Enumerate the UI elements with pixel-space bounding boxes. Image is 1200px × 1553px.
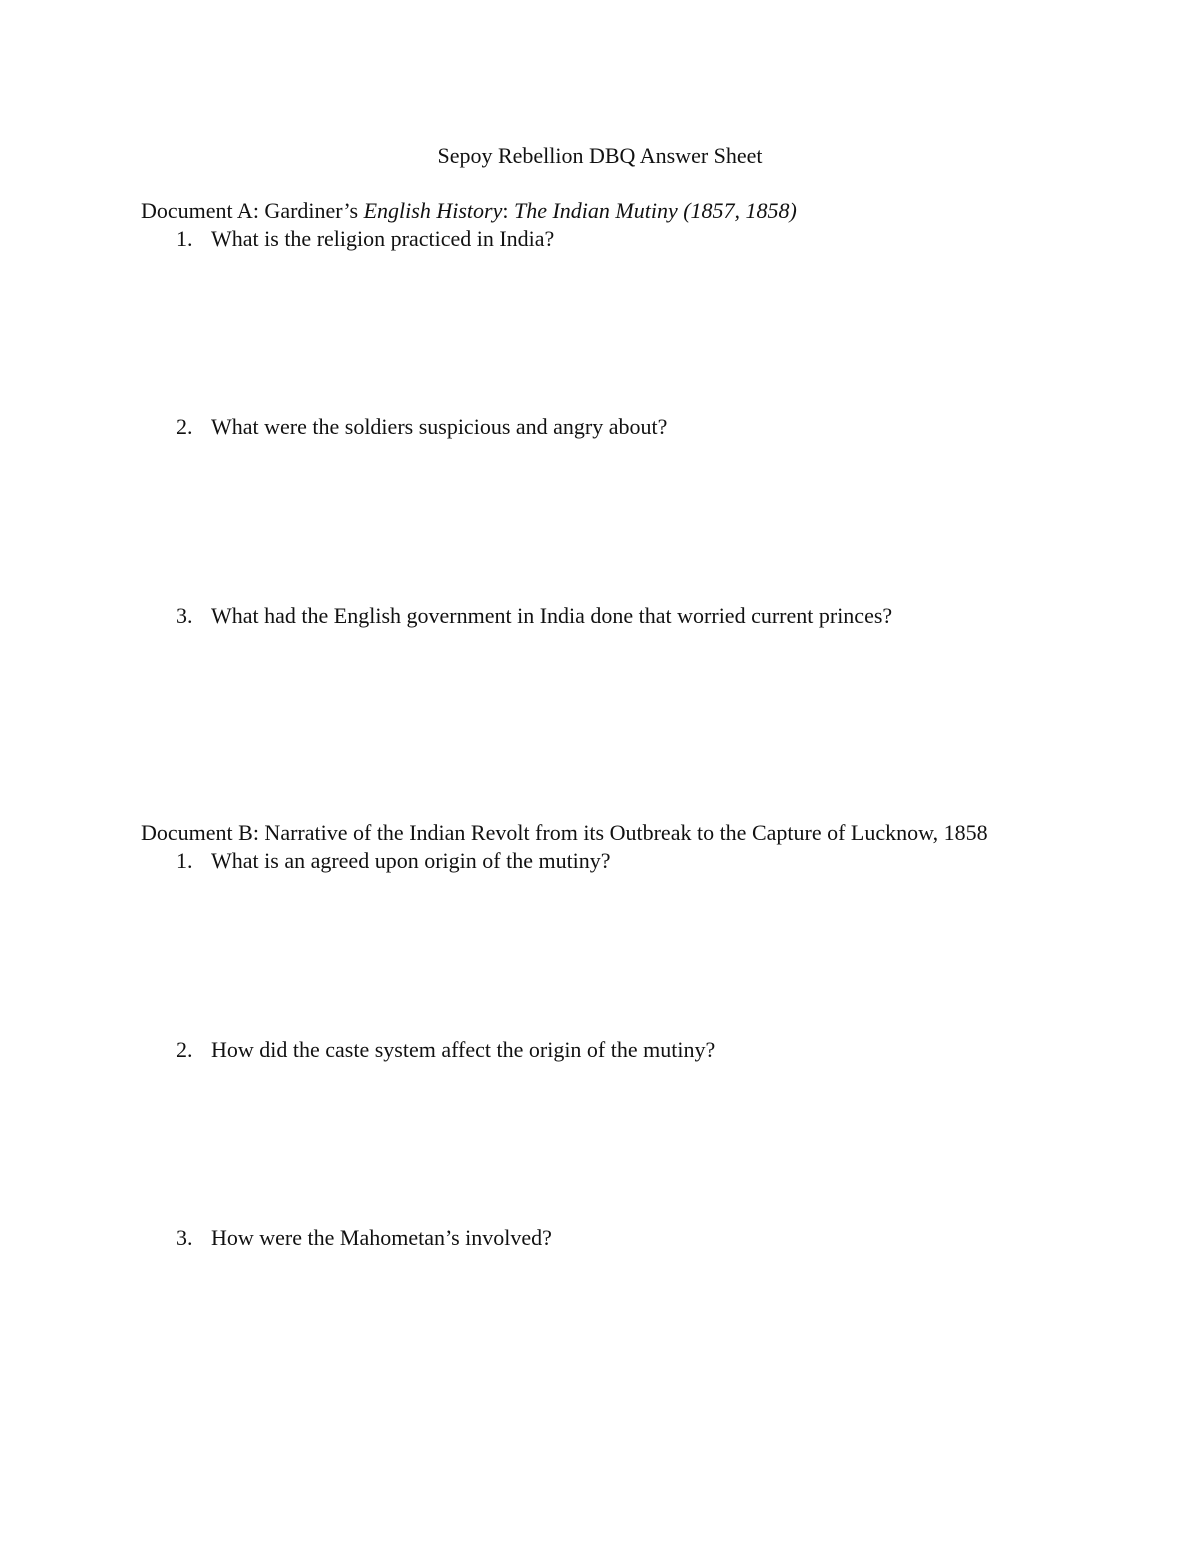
question-number: 2. <box>176 414 193 439</box>
document-a-colon: : <box>502 198 514 223</box>
question-text: What is the religion practiced in India? <box>211 226 555 251</box>
document-a-question-2 <box>0 416 1200 442</box>
document-b-question-2 <box>0 1039 1200 1065</box>
document-a-heading <box>141 200 797 222</box>
question-text: What were the soldiers suspicious and angry about? <box>211 414 668 439</box>
question-text: What had the English government in India done that worried current princes? <box>211 603 893 628</box>
document-a-subtitle: The Indian Mutiny (1857, 1858) <box>513 198 797 223</box>
document-a-question-1 <box>0 228 1200 254</box>
document-a-question-3 <box>0 605 1200 631</box>
document-a-source: English History <box>363 198 503 223</box>
question-number: 2. <box>176 1037 193 1062</box>
document-b-question-1 <box>0 850 1200 876</box>
question-number: 3. <box>176 603 193 628</box>
question-text: How were the Mahometan’s involved? <box>211 1225 552 1250</box>
question-text: How did the caste system affect the origin of the mutiny? <box>211 1037 716 1062</box>
question-number: 1. <box>176 848 193 873</box>
question-number: 3. <box>176 1225 193 1250</box>
question-number: 1. <box>176 226 193 251</box>
question-text: What is an agreed upon origin of the mutiny? <box>211 848 611 873</box>
document-b-question-3 <box>0 1227 1200 1253</box>
document-b-heading: Document B: Narrative of the Indian Revolt from its Outbreak to the Capture of Lucknow, 1858 <box>141 820 988 845</box>
document-a-prefix: Document A: Gardiner’s <box>141 198 364 223</box>
page-title: Sepoy Rebellion DBQ Answer Sheet <box>437 143 763 168</box>
